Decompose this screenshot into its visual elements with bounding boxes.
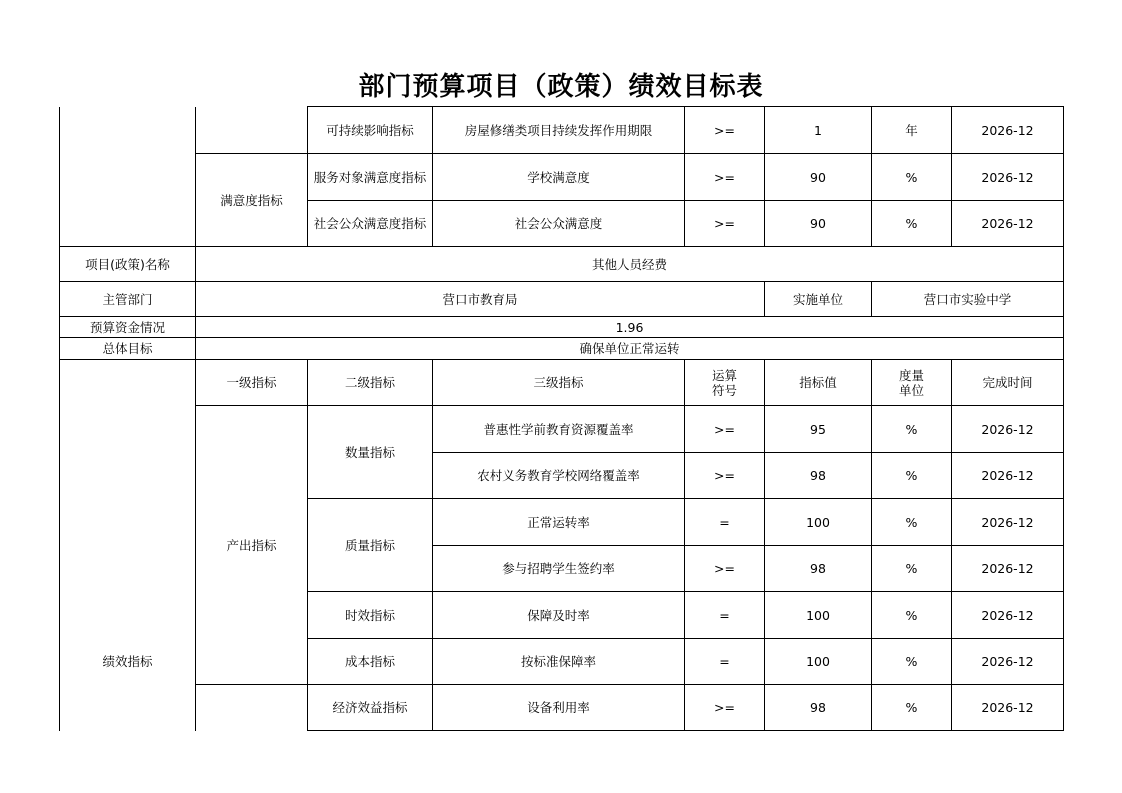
project-name-value: 其他人员经费 [196,247,1064,282]
unit-cell: % [872,499,952,546]
unit-cell: % [872,546,952,592]
unit-cell: % [872,592,952,639]
unit-cell: % [872,685,952,731]
date-cell: 2026-12 [952,453,1064,499]
level3-cell: 保障及时率 [433,592,685,639]
unit-cell: % [872,154,952,201]
level2-cell: 社会公众满意度指标 [308,201,433,247]
level1-cell: 产出指标 [196,406,308,685]
header-level1: 一级指标 [196,360,308,406]
implementing-unit-value: 营口市实验中学 [872,282,1064,317]
level2-cell: 质量指标 [308,499,433,592]
date-cell: 2026-12 [952,592,1064,639]
budget-row [60,317,1064,338]
value-cell: 98 [765,685,872,731]
section-cell-continued [60,107,196,247]
level1-cell: 满意度指标 [196,154,308,247]
operator-cell: = [685,499,765,546]
header-operator-line1: 运算 [711,367,737,383]
level1-cell-continued [196,107,308,154]
table-row [60,406,1064,453]
operator-cell: >= [685,107,765,154]
department-label: 主管部门 [60,282,196,317]
level1-cell-continuing [196,685,308,731]
date-cell: 2026-12 [952,406,1064,453]
project-name-row [60,247,1064,282]
level3-cell: 设备利用率 [433,685,685,731]
operator-cell: >= [685,685,765,731]
operator-cell: >= [685,201,765,247]
level3-cell: 参与招聘学生签约率 [433,546,685,592]
value-cell: 98 [765,453,872,499]
level3-cell: 学校满意度 [433,154,685,201]
implementing-unit-label: 实施单位 [765,282,872,317]
header-level3: 三级指标 [433,360,685,406]
performance-table [59,106,1064,731]
table-row [60,685,1064,731]
level3-cell: 按标准保障率 [433,639,685,685]
operator-cell: >= [685,453,765,499]
header-level2: 二级指标 [308,360,433,406]
level3-cell: 普惠性学前教育资源覆盖率 [433,406,685,453]
department-value: 营口市教育局 [196,282,765,317]
header-row [60,360,1064,406]
section-label: 绩效指标 [60,360,196,731]
unit-cell: % [872,639,952,685]
table-row [60,107,1064,154]
header-unit-line2: 单位 [898,382,924,398]
goal-value: 确保单位正常运转 [196,338,1064,360]
department-row [60,282,1064,317]
level3-cell: 房屋修缮类项目持续发挥作用期限 [433,107,685,154]
value-cell: 1 [765,107,872,154]
header-operator [685,360,765,406]
value-cell: 90 [765,154,872,201]
level2-cell: 成本指标 [308,639,433,685]
value-cell: 100 [765,592,872,639]
date-cell: 2026-12 [952,154,1064,201]
budget-value: 1.96 [196,317,1064,338]
header-unit [872,360,952,406]
unit-cell: % [872,406,952,453]
value-cell: 95 [765,406,872,453]
operator-cell: >= [685,406,765,453]
goal-row [60,338,1064,360]
date-cell: 2026-12 [952,201,1064,247]
budget-label: 预算资金情况 [60,317,196,338]
value-cell: 100 [765,639,872,685]
date-cell: 2026-12 [952,499,1064,546]
page-title: 部门预算项目（政策）绩效目标表 [358,72,764,102]
date-cell: 2026-12 [952,107,1064,154]
project-name-label: 项目(政策)名称 [60,247,196,282]
date-cell: 2026-12 [952,546,1064,592]
table-row [60,154,1064,201]
level3-cell: 社会公众满意度 [433,201,685,247]
header-operator-line2: 符号 [711,382,737,398]
value-cell: 100 [765,499,872,546]
header-value: 指标值 [765,360,872,406]
header-unit-line1: 度量 [898,367,924,383]
operator-cell: >= [685,546,765,592]
operator-cell: >= [685,154,765,201]
value-cell: 90 [765,201,872,247]
level3-cell: 农村义务教育学校网络覆盖率 [433,453,685,499]
level2-cell: 时效指标 [308,592,433,639]
unit-cell: 年 [872,107,952,154]
date-cell: 2026-12 [952,685,1064,731]
level2-cell: 数量指标 [308,406,433,499]
operator-cell: = [685,592,765,639]
level3-cell: 正常运转率 [433,499,685,546]
value-cell: 98 [765,546,872,592]
operator-cell: = [685,639,765,685]
unit-cell: % [872,453,952,499]
level2-cell: 经济效益指标 [308,685,433,731]
unit-cell: % [872,201,952,247]
level2-cell: 服务对象满意度指标 [308,154,433,201]
date-cell: 2026-12 [952,639,1064,685]
goal-label: 总体目标 [60,338,196,360]
header-date: 完成时间 [952,360,1064,406]
level2-cell: 可持续影响指标 [308,107,433,154]
